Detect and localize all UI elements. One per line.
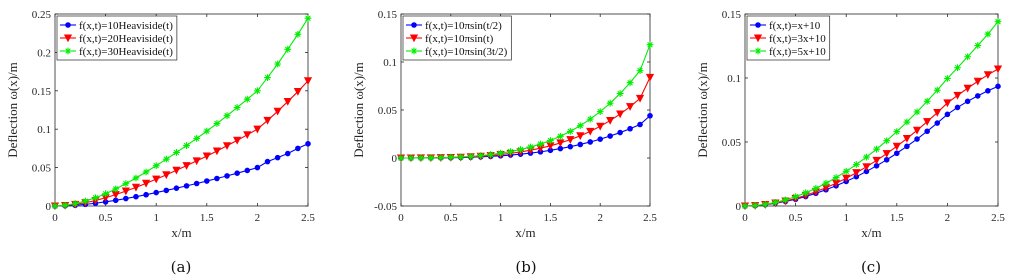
data-point bbox=[154, 190, 159, 195]
y-tick-label: 0.15 bbox=[31, 85, 51, 98]
data-point bbox=[578, 142, 583, 147]
data-point bbox=[164, 188, 169, 193]
x-tick-label: 1.5 bbox=[889, 212, 904, 224]
data-point bbox=[955, 105, 960, 110]
data-point bbox=[772, 199, 779, 206]
data-point bbox=[964, 53, 971, 60]
data-point bbox=[935, 121, 940, 126]
data-point bbox=[467, 153, 474, 160]
x-tick-label: 0 bbox=[398, 212, 404, 224]
data-point bbox=[975, 94, 980, 99]
legend-label: f(x,t)=10πsin(3t/2) bbox=[425, 46, 508, 58]
data-point bbox=[235, 171, 240, 176]
data-point bbox=[408, 155, 415, 162]
legend-label: f(x,t)=10Heaviside(t) bbox=[79, 20, 173, 32]
y-axis-label: Deflection ω(x)/m bbox=[351, 62, 366, 158]
x-tick-label: 1 bbox=[843, 212, 849, 224]
data-point bbox=[986, 89, 991, 94]
data-point bbox=[925, 129, 930, 134]
x-tick-label: 2 bbox=[944, 212, 951, 224]
y-tick-label: 0.15 bbox=[721, 9, 741, 21]
data-point bbox=[628, 126, 633, 131]
data-point bbox=[144, 192, 149, 197]
data-point bbox=[62, 202, 69, 209]
data-point bbox=[234, 104, 241, 111]
data-point bbox=[306, 141, 311, 146]
data-point bbox=[853, 161, 860, 168]
data-point bbox=[173, 149, 180, 156]
data-point bbox=[477, 152, 484, 159]
x-axis-label: x/m bbox=[515, 225, 536, 240]
data-point bbox=[134, 194, 139, 199]
legend-marker bbox=[66, 23, 71, 28]
y-tick-label: 0 bbox=[735, 201, 741, 213]
y-tick-label: 0.1 bbox=[727, 73, 741, 85]
x-tick-label: 1 bbox=[153, 212, 159, 224]
y-tick-label: 0 bbox=[45, 201, 51, 213]
data-point bbox=[102, 190, 109, 197]
data-point bbox=[517, 146, 524, 153]
data-point bbox=[193, 135, 200, 142]
data-point bbox=[895, 151, 900, 156]
data-point bbox=[163, 156, 170, 163]
data-point bbox=[133, 175, 140, 182]
data-point bbox=[607, 100, 614, 107]
data-point bbox=[225, 174, 230, 179]
x-tick-label: 0.5 bbox=[98, 212, 113, 224]
legend-label: f(x,t)=20Heaviside(t) bbox=[79, 33, 173, 45]
data-point bbox=[398, 155, 405, 162]
data-point bbox=[608, 134, 613, 139]
data-point bbox=[893, 128, 900, 135]
data-point bbox=[833, 174, 840, 181]
x-tick-label: 1.5 bbox=[543, 212, 558, 224]
data-point bbox=[924, 98, 931, 105]
y-tick-label: 0.15 bbox=[377, 9, 397, 21]
data-point bbox=[618, 130, 623, 135]
data-point bbox=[647, 41, 654, 48]
data-point bbox=[802, 189, 809, 196]
y-tick-label: 0.05 bbox=[31, 162, 51, 175]
legend-label: f(x,t)=30Heaviside(t) bbox=[79, 46, 173, 58]
data-point bbox=[843, 168, 850, 175]
data-point bbox=[984, 31, 991, 38]
data-point bbox=[567, 128, 574, 135]
data-point bbox=[996, 84, 1001, 89]
x-tick-label: 2.5 bbox=[301, 212, 315, 224]
data-point bbox=[52, 203, 59, 210]
data-point bbox=[598, 137, 603, 142]
data-point bbox=[437, 154, 444, 161]
data-point bbox=[995, 18, 1002, 25]
data-point bbox=[873, 146, 880, 153]
data-point bbox=[587, 116, 594, 123]
data-point bbox=[184, 184, 189, 189]
legend bbox=[747, 16, 830, 60]
data-point bbox=[823, 180, 830, 187]
legend-label: f(x,t)=3x+10 bbox=[769, 33, 826, 45]
data-point bbox=[194, 181, 199, 186]
data-point bbox=[547, 137, 554, 144]
data-point bbox=[527, 144, 534, 151]
data-point bbox=[497, 150, 504, 157]
data-point bbox=[255, 165, 260, 170]
data-point bbox=[153, 162, 160, 169]
data-point bbox=[884, 157, 889, 162]
y-axis-label: Deflection ω(x)/m bbox=[695, 62, 710, 158]
y-axis-label: Deflection ω(x)/m bbox=[5, 62, 20, 158]
data-point bbox=[638, 122, 643, 127]
data-point bbox=[254, 87, 261, 94]
legend bbox=[403, 16, 511, 60]
x-tick-label: 2.5 bbox=[991, 212, 1005, 224]
data-point bbox=[92, 194, 99, 201]
panel-caption: (c) bbox=[860, 258, 882, 276]
panel-caption: (a) bbox=[170, 258, 192, 276]
y-tick-label: 0.05 bbox=[721, 137, 741, 149]
data-point bbox=[905, 144, 910, 149]
data-point bbox=[122, 180, 129, 187]
y-tick-label: 0 bbox=[391, 153, 397, 165]
y-tick-label: 0.05 bbox=[377, 105, 397, 117]
data-point bbox=[557, 133, 564, 140]
data-point bbox=[588, 140, 593, 145]
x-tick-label: 2 bbox=[254, 212, 261, 224]
data-point bbox=[915, 137, 920, 142]
y-tick-label: -0.05 bbox=[374, 201, 397, 213]
legend-label: f(x,t)=10πsin(t) bbox=[425, 33, 494, 45]
data-point bbox=[275, 155, 280, 160]
data-point bbox=[904, 119, 911, 126]
data-point bbox=[974, 42, 981, 49]
data-point bbox=[245, 168, 250, 173]
data-point bbox=[742, 203, 749, 210]
x-axis-label: x/m bbox=[171, 225, 192, 240]
data-point bbox=[792, 193, 799, 200]
y-tick-label: 0.2 bbox=[37, 47, 51, 60]
y-tick-label: 0.1 bbox=[37, 124, 51, 137]
data-point bbox=[294, 31, 301, 38]
legend-label: f(x,t)=5x+10 bbox=[769, 46, 826, 58]
data-point bbox=[427, 154, 434, 161]
panel-b bbox=[351, 9, 657, 276]
data-point bbox=[627, 79, 634, 86]
data-point bbox=[648, 113, 653, 118]
data-point bbox=[244, 96, 251, 103]
panel-caption: (b) bbox=[515, 258, 537, 276]
data-point bbox=[72, 200, 79, 207]
legend-marker bbox=[411, 48, 418, 55]
panel-a bbox=[5, 9, 315, 276]
data-point bbox=[944, 75, 951, 82]
data-point bbox=[934, 87, 941, 94]
data-point bbox=[752, 202, 759, 209]
data-point bbox=[954, 64, 961, 71]
data-point bbox=[205, 179, 210, 184]
data-point bbox=[812, 185, 819, 192]
data-point bbox=[174, 186, 179, 191]
data-point bbox=[143, 169, 150, 176]
legend-marker bbox=[755, 48, 762, 55]
data-point bbox=[265, 159, 270, 164]
data-point bbox=[537, 141, 544, 148]
y-tick-label: 0.25 bbox=[31, 9, 51, 21]
x-axis-label: x/m bbox=[861, 225, 882, 240]
x-tick-label: 1 bbox=[497, 212, 504, 224]
data-point bbox=[883, 137, 890, 144]
legend-label: f(x,t)=10πsin(t/2) bbox=[425, 20, 502, 32]
data-point bbox=[305, 15, 312, 22]
x-tick-label: 0.5 bbox=[788, 212, 803, 224]
data-point bbox=[782, 196, 789, 203]
data-point bbox=[224, 112, 231, 119]
data-point bbox=[183, 142, 190, 149]
data-point bbox=[285, 151, 290, 156]
legend bbox=[57, 16, 177, 60]
data-point bbox=[568, 144, 573, 149]
data-point bbox=[965, 99, 970, 104]
panel-c bbox=[695, 9, 1005, 276]
data-point bbox=[124, 196, 129, 201]
legend-marker bbox=[756, 23, 761, 28]
data-point bbox=[296, 146, 301, 151]
x-tick-label: 2.5 bbox=[643, 212, 657, 224]
x-tick-label: 0.5 bbox=[443, 212, 458, 224]
data-point bbox=[863, 154, 870, 161]
data-point bbox=[507, 148, 514, 155]
x-tick-label: 1.5 bbox=[199, 212, 214, 224]
y-tick-label: 0.1 bbox=[383, 57, 397, 69]
x-tick-label: 0 bbox=[742, 212, 748, 224]
data-point bbox=[215, 176, 220, 181]
data-point bbox=[945, 112, 950, 117]
data-point bbox=[762, 201, 769, 208]
legend-marker bbox=[412, 23, 417, 28]
legend-label: f(x,t)=x+10 bbox=[769, 20, 821, 32]
x-tick-label: 2 bbox=[597, 212, 603, 224]
data-point bbox=[203, 128, 210, 135]
data-point bbox=[597, 108, 604, 115]
x-tick-label: 0 bbox=[52, 212, 58, 224]
